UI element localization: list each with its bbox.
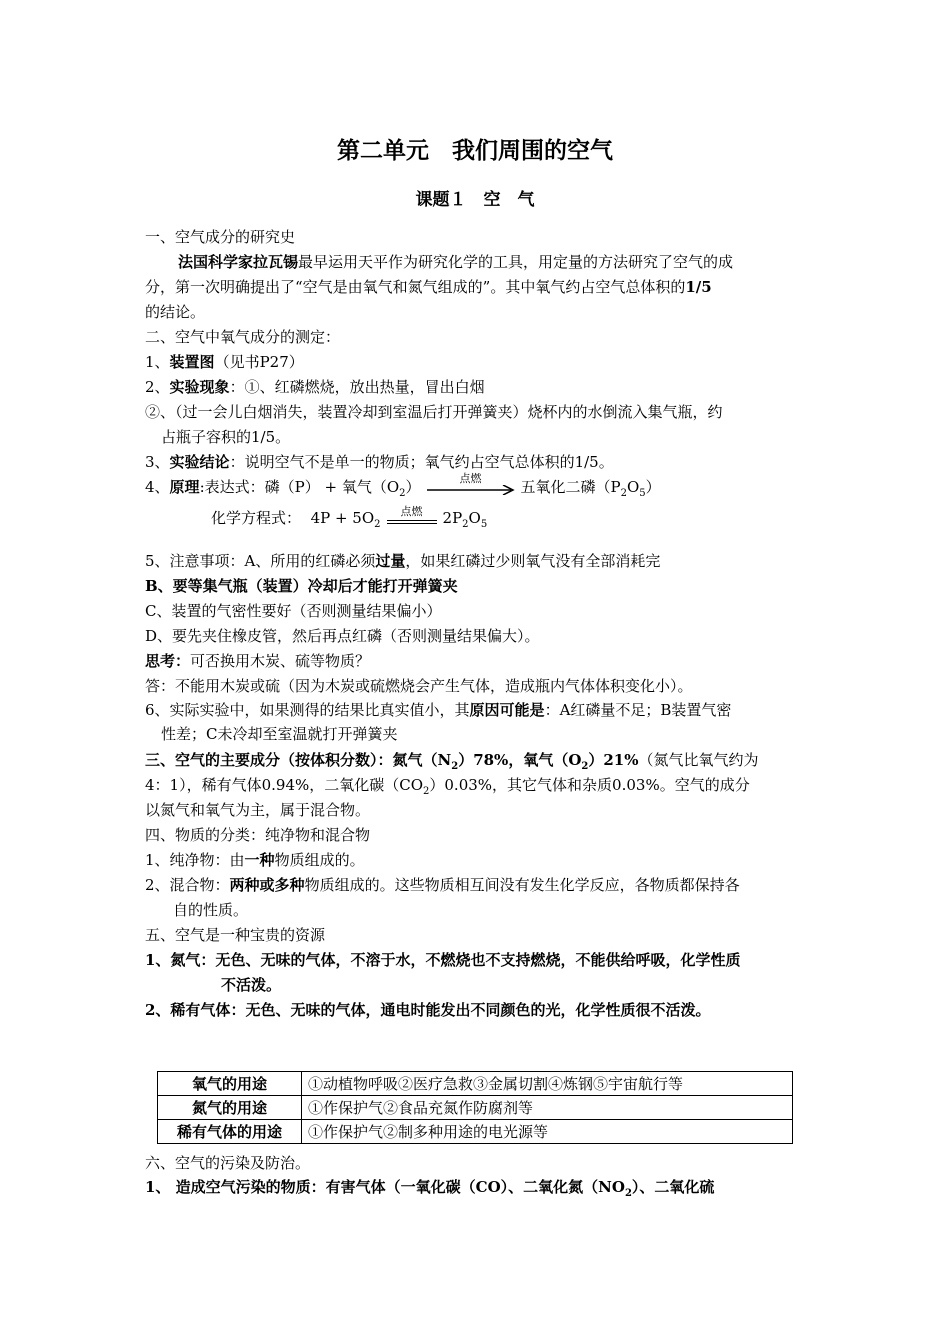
nitrogen-properties-2: 不活泼。 [221,976,282,994]
think-question: 思考：可否换用木炭、硫等物质？ [145,652,371,670]
use-head-cell: 氧气的用途 [158,1072,302,1096]
think-answer: 答：不能用木炭或硫（因为木炭或硫燃烧会产生气体，造成瓶内气体体积变化小）。 [145,677,693,695]
arrow-icon [427,485,515,495]
reaction-arrow: 点燃 [427,477,515,497]
item-principle: 4、原理:表达式：磷（P） + 氧气$(O_2)$ 点燃 五氧化二磷$(P_2O_5)$ [145,472,661,499]
item-error: 6、实际实验中，如果测得的结果比真实值小，其原因可能是：A红磷量不足；B装置气密 [145,701,732,719]
table-row [158,1096,793,1120]
section2-heading: 二、空气中氧气成分的测定： [145,328,341,346]
lavoisier-text: 法国科学家拉瓦锡 [178,253,299,271]
section1-para-line1: 法国科学家拉瓦锡最早运用天平作为研究化学的工具，用定量的方法研究了空气的成 [178,253,734,271]
note-b: B、要等集气瓶（装置）冷却后才能打开弹簧夹 [145,577,458,595]
note-a: 5、注意事项：A、所用的红磷必须过量，如果红磷过少则氧气没有全部消耗完 [145,552,661,570]
item-phenomenon-3: 占瓶子容积的1/5。 [161,428,291,446]
use-head-cell: 氮气的用途 [158,1096,302,1120]
section1-para-line2: 分，第一次明确提出了“空气是由氧气和氮气组成的”。其中氧气约占空气总体积的1/5 [145,278,712,296]
use-value-cell: ①动植物呼吸②医疗急救③金属切割④炼钢⑤宇宙航行等 [302,1072,793,1096]
section5-heading: 五、空气是一种宝贵的资源 [145,926,326,944]
section3-line3: 以氮气和氧气为主，属于混合物。 [145,801,371,819]
nitrogen-properties: 1、氮气：无色、无味的气体，不溶于水，不燃烧也不支持燃烧，不能供给呼吸，化学性质 [145,951,741,969]
section3-line2: 4：1），稀有气体0.94%，二氧化碳$(CO_2)0.03\%$，其它气体和杂质0.03%。空气的成分 [145,776,750,797]
table-row [158,1120,793,1144]
chemical-equation: 化学方程式： $4P + 5O_2$ 点燃 $2P_2O_5$ [211,505,488,530]
item-apparatus: 1、装置图（见书P27） [145,353,304,371]
section3-line1: 三、空气的主要成分（按体积分数）：氮气$(N_2)78\%$，氧气$(O_2)21\%$（氮气比氧气约为 [145,751,759,772]
note-d: D、要先夹住橡皮管，然后再点红磷（否则测量结果偏大）。 [145,627,540,645]
lesson-title: 课题１ 空 气 [415,190,535,210]
use-value-cell: ①作保护气②制多种用途的电光源等 [302,1120,793,1144]
pollutants-line: 1、 造成空气污染的物质：有害气体（一氧化碳（CO）、二氧化氮$(NO_2)$、二氧化硫 [145,1178,715,1199]
use-head-cell: 稀有气体的用途 [158,1120,302,1144]
use-value-cell: ①作保护气②食品充氮作防腐剂等 [302,1096,793,1120]
item-phenomenon: 2、实验现象：①、红磷燃烧，放出热量，冒出白烟 [145,378,485,396]
equals-sign: 点燃 [385,508,439,528]
gas-uses-table [157,1071,793,1144]
table-row [158,1072,793,1096]
unit-title: 第二单元 我们周围的空气 [337,137,613,164]
item-phenomenon-2: ②、（过一会儿白烟消失，装置冷却到室温后打开弹簧夹）烧杯内的水倒流入集气瓶，约 [145,403,723,421]
mixture: 2、混合物：两种或多种物质组成的。这些物质相互间没有发生化学反应，各物质都保持各 [145,876,740,894]
noble-gas-properties: 2、稀有气体：无色、无味的气体，通电时能发出不同颜色的光，化学性质很不活泼。 [145,1001,711,1019]
pure-substance: 1、纯净物：由一种物质组成的。 [145,851,365,869]
section6-heading: 六、空气的污染及防治。 [145,1154,311,1172]
mixture-2: 自的性质。 [173,901,249,919]
item-error-2: 性差；C未冷却至室温就打开弹簧夹 [161,725,398,743]
note-c: C、装置的气密性要好（否则测量结果偏小） [145,602,442,620]
section4-heading: 四、物质的分类：纯净物和混合物 [145,826,371,844]
section1-heading: 一、空气成分的研究史 [145,228,296,246]
item-conclusion: 3、实验结论：说明空气不是单一的物质；氧气约占空气总体积的1/5。 [145,453,614,471]
section1-para-line3: 的结论。 [145,303,206,321]
